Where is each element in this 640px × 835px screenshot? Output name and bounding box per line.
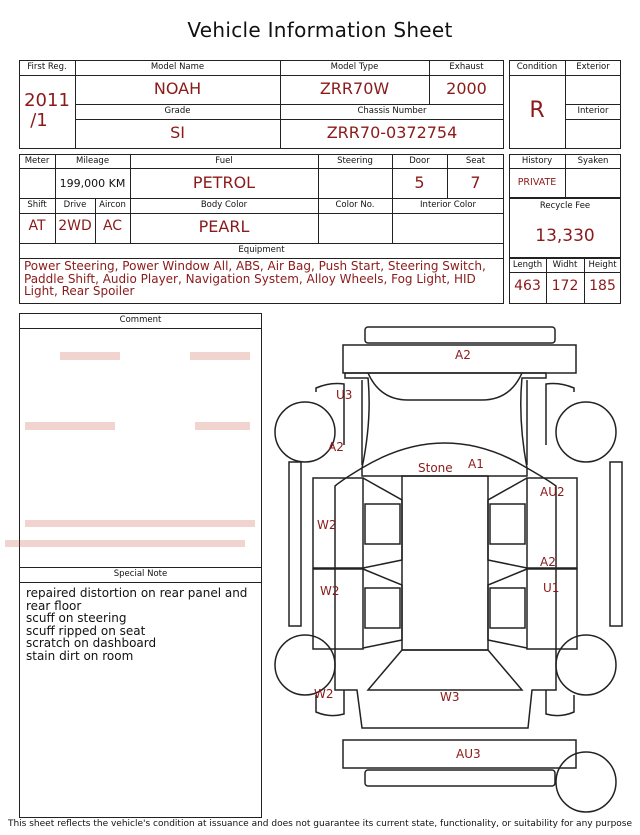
syaken-label: Syaken <box>577 156 609 166</box>
height-value: 185 <box>589 278 616 294</box>
left-rear-door-outline <box>313 569 363 649</box>
damage-mark: W2 <box>317 518 337 532</box>
roof-outline <box>402 476 488 650</box>
special-notes-list <box>26 587 256 662</box>
front-left-wheel <box>275 402 335 462</box>
chassis-number-value: ZRR70-0372754 <box>326 123 458 142</box>
width-label: Widht <box>552 260 578 270</box>
special-note-item: stain dirt on room <box>26 648 134 663</box>
first-reg-month: /1 <box>30 110 48 131</box>
special-note-item: scuff on steering <box>26 611 127 625</box>
exterior-label: Exterior <box>576 62 610 72</box>
length-label: Length <box>512 260 543 270</box>
exhaust-label: Exhaust <box>449 62 484 72</box>
seat-value: 7 <box>470 173 481 192</box>
mileage-value: 199,000 KM <box>59 177 126 190</box>
shift-label: Shift <box>27 200 47 210</box>
car-body-outline <box>335 373 556 728</box>
rear-glass-outline <box>368 650 522 690</box>
comment-label: Comment <box>119 315 162 325</box>
damage-mark: AU3 <box>456 747 481 761</box>
fuel-label: Fuel <box>215 156 233 166</box>
history-label: History <box>521 156 553 166</box>
spare-tire <box>556 752 616 812</box>
interior-color-label: Interior Color <box>420 200 476 210</box>
front-bumper-outline <box>365 327 555 343</box>
model-type-label: Model Type <box>330 62 379 72</box>
chassis-number-label: Chassis Number <box>357 106 427 116</box>
recycle-fee-label: Recycle Fee <box>539 201 591 211</box>
door-label: Door <box>409 156 430 166</box>
bleed-through-residue <box>0 330 262 560</box>
damage-mark: W2 <box>320 584 340 598</box>
grade-label: Grade <box>164 106 191 116</box>
meter-label: Meter <box>24 156 50 166</box>
damage-mark: A2 <box>455 348 471 362</box>
damage-mark: U3 <box>336 388 353 402</box>
shift-value: AT <box>28 218 46 234</box>
equipment-label: Equipment <box>238 245 285 255</box>
damage-mark: A2 <box>328 440 344 454</box>
door-value: 5 <box>414 173 425 192</box>
grade-value: SI <box>170 123 185 142</box>
model-name-label: Model Name <box>150 62 205 72</box>
front-right-wheel <box>556 402 616 462</box>
height-label: Height <box>588 260 617 270</box>
damage-mark: U1 <box>543 581 560 595</box>
condition-value: R <box>529 98 545 123</box>
special-note-item: scratch on dashboard <box>26 636 157 650</box>
aircon-value: AC <box>102 218 123 234</box>
special-note-item: scuff ripped on seat <box>26 623 146 638</box>
damage-mark: W2 <box>314 687 334 701</box>
drive-label: Drive <box>63 200 87 210</box>
damage-mark: Stone <box>418 461 453 475</box>
color-no-label: Color No. <box>335 200 375 210</box>
damage-mark: AU2 <box>540 485 565 499</box>
special-note-item: repaired distortion on rear panel and rear floor <box>26 586 248 613</box>
car-damage-diagram <box>265 318 635 818</box>
special-note-label: Special Note <box>113 569 168 579</box>
first-reg-year: 2011 <box>24 90 70 111</box>
history-value: PRIVATE <box>517 177 557 188</box>
length-value: 463 <box>514 278 541 294</box>
rear-right-wheel <box>556 635 616 695</box>
aircon-label: Aircon <box>99 200 126 210</box>
drive-value: 2WD <box>58 218 92 234</box>
interior-label: Interior <box>577 106 609 116</box>
seat-label: Seat <box>465 156 486 166</box>
exhaust-value: 2000 <box>446 79 487 98</box>
disclaimer-footer: This sheet reflects the vehicle's condition at issuance and does not guarantee its current state, functionality, or suitability for any purpose <box>7 819 633 829</box>
steering-label: Steering <box>337 156 373 166</box>
damage-mark: A2 <box>540 555 556 569</box>
page-title: Vehicle Information Sheet <box>187 18 453 42</box>
recycle-fee-value: 13,330 <box>535 226 595 246</box>
rear-bumper-outline <box>365 770 555 786</box>
body-color-label: Body Color <box>200 200 248 210</box>
model-name-value: NOAH <box>153 79 202 98</box>
rear-left-wheel <box>275 635 335 695</box>
body-color-value: PEARL <box>198 217 250 236</box>
model-type-value: ZRR70W <box>319 79 390 98</box>
first-reg-label: First Reg. <box>27 62 67 72</box>
damage-mark: W3 <box>440 690 460 704</box>
width-value: 172 <box>551 278 579 294</box>
condition-label: Condition <box>516 62 558 72</box>
equipment-text: Power Steering, Power Window All, ABS, Air Bag, Push Start, Steering Switch, Paddle Shift, Audio Player, Navigation System, Alloy Wheels, Fog Light, HID Light, Rear Spoiler <box>24 259 486 298</box>
mileage-label: Mileage <box>75 156 110 166</box>
fuel-value: PETROL <box>192 173 256 192</box>
damage-mark: A1 <box>468 457 484 471</box>
